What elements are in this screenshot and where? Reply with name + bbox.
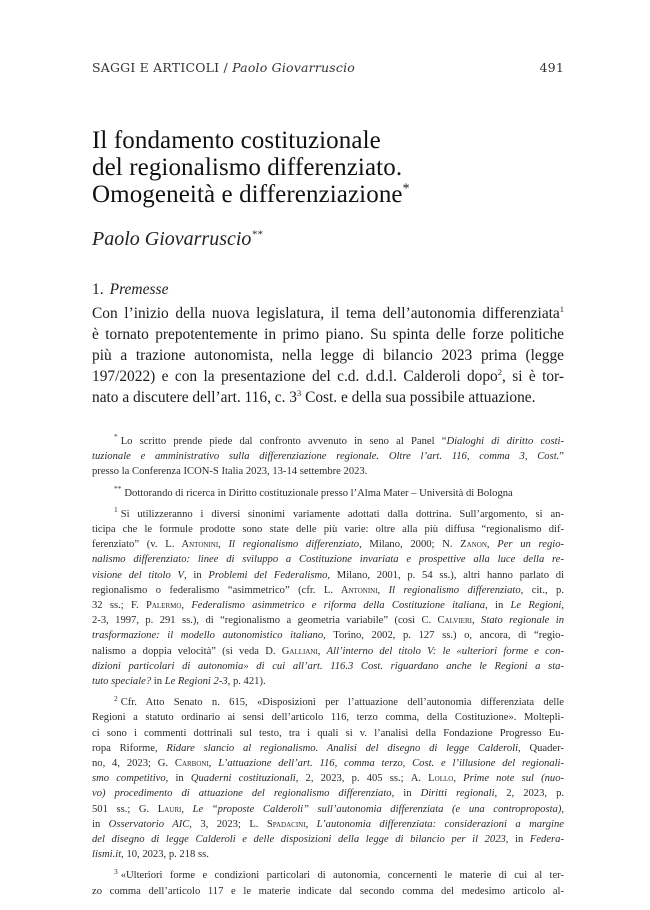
footnote-line [92,507,564,522]
running-head-left [92,60,355,75]
author-footnote-mark[interactable]: ** [251,228,263,241]
footnote-line [92,868,564,883]
footnote-text: , Torino, 2002, p. 127 ss.) o, ancora, di “regio- [323,630,564,642]
footnote-line [92,537,564,552]
running-head-separator: / [223,60,228,75]
footnote-text: , [317,645,327,657]
cited-title: Prime note sul (nuo- [463,773,565,785]
body-text-span: nato a discutere dell’art. 116, c. 3 [92,389,297,406]
footnote-text: , Milano, 2000; [359,539,443,551]
cited-title: trasformazione: il modello autonomistico italiano [92,630,324,642]
footnote-text: , [218,539,229,551]
section-heading [92,281,564,299]
footnote-text: 2-3, 1997, p. 291 ss.), di “regionalismo a geometria variabile” (così [92,615,422,627]
footnote-line [92,832,564,847]
cited-journal: Quaderni costituzionali [190,773,296,785]
body-line [92,303,564,324]
footnote-text: , in [505,834,530,846]
footnote-line [92,741,564,756]
footnote-line [92,786,564,801]
footnote-line [92,847,564,862]
cited-title: Per un regio- [497,539,565,551]
title-footnote-mark[interactable]: * [402,180,410,196]
footnote-2 [92,695,564,862]
footnote-text: , p. 421). [227,676,266,688]
cited-journal: Osservatorio AIC [108,818,190,830]
running-head-section: SAGGI E ARTICOLI [92,60,220,75]
footnote-text: , in [184,569,209,581]
cited-journal: Federa- [529,834,564,846]
footnote-text: regionalismo o federalismo “asimmetrico” (cfr. [92,584,324,596]
footnote-text: , cit., p. [520,584,564,596]
running-head [92,60,564,75]
footnote-line: zo comma dell’articolo 117 e le materie indicate dal secondo comma del medesimo articolo al- [92,885,564,897]
section-name: Premesse [109,281,169,298]
footnote-text: , Milano, 2001, p. 54 ss.), altri hanno parlato di [327,569,565,581]
body-paragraph [92,303,564,408]
footnote-line [92,817,564,832]
footnote-line: Regioni a statuto ordinario ai sensi dell’articolo 116, terzo comma, della Costituzione». Moltepli- [92,712,564,724]
footnote-line [92,613,564,628]
footnote-text: , [561,600,565,612]
cited-author: G. Lauri [138,803,182,815]
article-title [92,127,564,208]
footnote-text: , [453,773,464,785]
footnote-text: 32 ss.; [92,600,131,612]
footnote-text: , 2, 2023, p. 405 ss.; [295,773,411,785]
footnote-mark: 3 [114,866,118,876]
title-line-2: del regionalismo differenziato. [92,154,403,181]
title-line-1: Il fondamento costituzionale [92,127,381,154]
footnote-line [92,434,564,449]
footnote-text: , Quader- [518,742,564,754]
footnote-ref-2[interactable]: 2 [497,366,502,377]
footnote-line: ticipa che le formule prodotte sono state delle più varie: oltre alla più diffusa “regionalismo dif- [92,524,564,536]
footnote-line: dizioni particolari di autonomia» di cui all’art. 116.3 Cost. riguardano anche le Regioni a sta- [92,660,564,672]
cited-title: Ridare slancio al regionalismo. Analisi del disegno di legge Calderoli [166,742,519,754]
footnote-line [92,598,564,613]
footnote-text: in [151,676,165,688]
footnote-text: Lo scritto prende piede dal confronto avvenuto in seno al Panel “ [120,436,447,447]
body-text-span: Cost. e della sua possibile attuazione. [301,389,536,406]
footnote-text: ” [559,451,564,463]
cited-title: Il regionalismo differenziato [388,584,521,596]
cited-journal: Le Regioni [510,600,562,612]
cited-author: F. Palermo [130,600,182,612]
cited-title: Il regionalismo differenziato [228,539,360,551]
footnote-text: «Ulteriori forme e condizioni particolari di autonomia, concernenti le materie di cui al ter- [120,870,564,882]
cited-title: Le “proposte Calderoli” sull’autonomia differenziata (e una controproposta) [192,803,562,815]
body-line [92,366,564,387]
body-line [92,387,564,408]
body-line: più a trazione autonomista, nella legge di bilancio 2023 prima (legge [92,347,564,364]
footnote-text: , 3, 2023; [189,818,250,830]
footnote-text: , [305,818,317,830]
footnote-text: Cfr. Atto Senato n. 615, «Disposizioni per l’attuazione dell’autonomia differenziata delle [120,697,564,709]
body-line: è tornato prepotentemente in primo piano. Su spinta delle forze politiche [92,326,564,343]
footnote-line [92,756,564,771]
cited-title: Stato regionale in [481,615,565,627]
footnote-line [92,568,564,583]
footnote-line [92,583,564,598]
footnote-text: , in [485,600,511,612]
footnote-line [92,486,564,501]
footnote-mark: 1 [114,505,118,515]
cited-title: del disegno di legge Calderoli e delle disposizioni della legge di bilancio per il 2023 [92,834,506,846]
body-text-span: Con l’inizio della nuova legislatura, il tema dell’autonomia differenziata [92,305,560,322]
cited-author: L. Antonini [323,584,378,596]
footnote-mark: * [114,432,118,442]
cited-author: A. Lollo [410,773,454,785]
cited-title: vo) procedimento di attuazione del regionalismo differenziato [92,788,392,800]
cited-journal: lismi.it [92,849,122,861]
cited-author: C. Calvieri [421,615,472,627]
footnote-text: , [561,803,565,815]
footnote-text: Dialoghi di diritto costi- [446,436,564,447]
footnote-line [92,628,564,643]
body-text-span: 197/2022) e con la presentazione del c.d. d.d.l. Calderoli dopo [92,368,498,385]
footnote-text: 501 ss.; [92,803,139,815]
footnote-line [92,644,564,659]
title-line-3-text: Omogeneità e differenziazione [92,181,403,208]
footnote-line: nalismo differenziato: linee di sviluppo a Costituzione invariata e prospettive alla luce della re- [92,554,564,566]
section-number: 1. [92,281,104,298]
footnote-ref-3[interactable]: 3 [297,387,302,398]
cited-title: visione del titolo V [92,569,185,581]
title-line-3 [92,181,564,208]
article-author [92,228,564,251]
footnote-line [92,695,564,710]
footnote-ref-1[interactable]: 1 [559,303,564,314]
footnotes [92,434,564,899]
footnote-text: , [181,803,193,815]
footnote-mark: 2 [114,693,118,703]
page-number: 491 [539,60,564,75]
footnote-line [92,802,564,817]
footnote-line: ci sono i commenti dottrinali sul testo, tra i quali si v. l’analisi della Fondazione Progresso Eu- [92,727,564,739]
footnote-text: , [471,615,482,627]
footnote-text: , 2, 2023, p. [494,788,565,800]
cited-journal: Le Regioni 2-3 [164,676,228,688]
footnote-text: nalismo a doppia velocità” (si veda [92,645,266,657]
footnote-line [92,449,564,464]
body-text-span: , si è tor- [502,368,565,385]
footnote-text: Si utilizzeranno i diversi sinonimi variamente adottati dalla dottrina. Sull’argomento, si an- [120,508,564,520]
footnote-line [92,674,564,689]
cited-journal: Problemi del Federalismo [208,569,328,581]
footnote-text: , [377,584,389,596]
footnote-text: Dottorando di ricerca in Diritto costituzionale presso l’Alma Mater – Università di Bologna [124,487,513,499]
footnote-double-star [92,486,564,501]
footnote-1 [92,507,564,689]
footnote-3 [92,868,564,898]
author-name: Paolo Giovarruscio [92,228,252,250]
cited-title: smo competitivo [92,773,166,785]
footnote-text: , [181,600,192,612]
footnote-text: , in [165,773,191,785]
cited-title: Federalismo asimmetrico e riforma della Costituzione italiana [191,600,486,612]
running-head-author: Paolo Giovarruscio [232,60,356,75]
cited-author: L. Spadacini [249,818,306,830]
footnote-text: tuzionale e amministrativo sulla differenziazione regionale. Oltre l’art. 116, comma 3, Cost. [92,451,560,463]
footnote-star [92,434,564,480]
footnote-line: presso la Conferenza ICON-S Italia 2023, 13-14 settembre 2023. [92,466,368,478]
footnote-text: no, 4, 2023; [92,758,158,770]
cited-title: L’attuazione dell’art. 116, comma terzo, Cost. e l’illusione del regionali- [218,758,564,770]
footnote-mark: ** [114,484,122,494]
cited-author: N. Zanon [442,539,487,551]
cited-author: G. Carboni [157,758,209,770]
footnote-text: ropa Riforme, [92,742,167,754]
footnote-text: in [92,818,109,830]
footnote-text: ferenziato” (v. [92,539,166,551]
cited-title: L’autonomia differenziata: considerazioni a margine [316,818,564,830]
cited-author: D. Galliani [265,645,318,657]
cited-title: All’interno del titolo V: le «ulteriori forme e con- [326,645,565,657]
footnote-text: , 10, 2023, p. 218 ss. [121,849,209,861]
page [92,60,564,905]
footnote-text: , [486,539,498,551]
footnote-line [92,771,564,786]
footnote-text: , in [391,788,421,800]
cited-title: tuto speciale? [92,676,152,688]
cited-journal: Diritti regionali [420,788,495,800]
cited-author: L. Antonini [165,539,219,551]
footnote-text: , [208,758,219,770]
